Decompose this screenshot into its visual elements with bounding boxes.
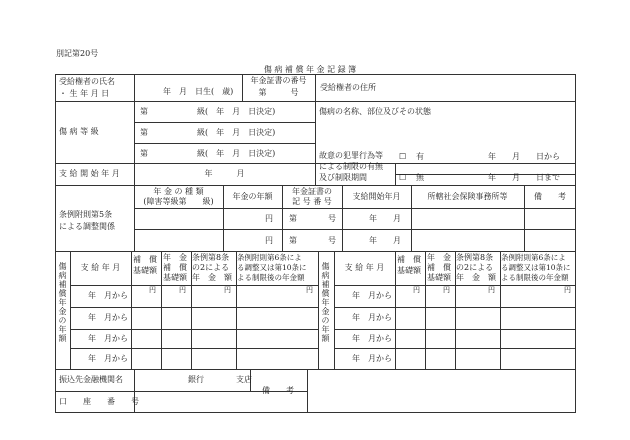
- grade-value-3[interactable]: 級( 年 月 日決定): [197, 149, 276, 158]
- adj-row2-go: 号: [328, 236, 336, 245]
- annual-l-header-pbase-1: 年 金: [163, 253, 187, 262]
- adjustment-label-2: による調整関係: [59, 222, 115, 231]
- payment-start-label: 支 給 開 始 年 月: [59, 169, 120, 178]
- annual-l-header-art8-2: の2による: [192, 263, 230, 272]
- restriction-no-checkbox[interactable]: ☐: [399, 173, 407, 182]
- grade-prefix-2: 第: [140, 128, 148, 137]
- annual-l-row-4[interactable]: 年 月から: [88, 354, 128, 363]
- grade-prefix-3: 第: [140, 149, 148, 158]
- annual-r-header-adj-1: 条例附則第6条によ: [501, 253, 566, 262]
- account-number-label: 口 座 番 号: [59, 397, 139, 406]
- annual-r-row-1[interactable]: 年 月から: [352, 291, 392, 300]
- form-title: 傷 病 補 償 年 金 記 録 簿: [263, 65, 357, 74]
- annual-r-header-adj-3: よる制限後の年金額: [501, 273, 569, 282]
- restriction-no-label: 無: [416, 173, 424, 182]
- annual-r-header-pbase-2: 補 償: [427, 263, 451, 272]
- adj-row1-dai: 第: [289, 214, 297, 223]
- adj-header-disability-grade: (障害等級第 級): [143, 197, 214, 206]
- adj-header-remarks: 備 考: [534, 192, 566, 201]
- annual-l-yen-4: 円: [306, 286, 313, 294]
- annual-l-header-month: 支 給 年 月: [80, 263, 121, 272]
- grade-value-2[interactable]: 級( 年 月 日決定): [197, 128, 276, 137]
- adj-row2-ym[interactable]: 年 月: [369, 236, 401, 245]
- annual-r-header-base-2: 基礎額: [397, 266, 421, 275]
- annual-r-header-art8-1: 条例第8条: [456, 253, 494, 262]
- annual-side-label-right: 傷病補償年金の年額: [321, 262, 330, 343]
- bank-name-label: 振込先金融機関名: [59, 375, 123, 384]
- annual-l-row-1[interactable]: 年 月から: [88, 291, 128, 300]
- annual-r-row-3[interactable]: 年 月から: [352, 334, 392, 343]
- annual-side-label-left: 傷病補償年金の年額: [58, 262, 67, 343]
- grade-value-1[interactable]: 級( 年 月 日決定): [197, 107, 276, 116]
- annual-l-header-pbase-3: 基礎額: [163, 273, 187, 282]
- recipient-address-label: 受給権者の住所: [320, 83, 376, 92]
- bank-name-value[interactable]: 銀行 支店: [188, 375, 252, 384]
- bank-remarks-label: 備 考: [262, 386, 294, 395]
- restriction-label-1: 故意の犯罪行為等: [319, 151, 383, 160]
- adjustment-label-1: 条例附則第5条: [59, 210, 113, 219]
- injury-grade-label: 傷 病 等 級: [59, 127, 99, 136]
- restriction-label-3: 及び制限期間: [319, 173, 367, 182]
- pension-cert-value[interactable]: 第 号: [258, 88, 299, 97]
- restriction-until[interactable]: 年 月 日まで: [488, 173, 560, 182]
- adj-row1-yen: 円: [265, 214, 273, 223]
- annual-r-header-art8-3: 年 金 額: [456, 273, 496, 282]
- form-number: 別記第20号: [56, 49, 99, 58]
- restriction-yes-label: 有: [416, 152, 424, 161]
- annual-r-header-adj-2: る調整又は第10条に: [501, 263, 571, 272]
- payment-start-value[interactable]: 年 月: [204, 169, 245, 178]
- annual-l-header-base-1: 補 償: [133, 255, 157, 264]
- restriction-from[interactable]: 年 月 日から: [488, 152, 560, 161]
- annual-l-header-art8-3: 年 金 額: [192, 273, 232, 282]
- annual-l-header-art8-1: 条例第8条: [192, 253, 230, 262]
- recipient-name-label: 受給権者の氏名: [59, 77, 115, 86]
- pension-cert-label: 年金証書の番号: [250, 76, 307, 85]
- restriction-yes-checkbox[interactable]: ☐: [399, 152, 407, 161]
- annual-r-header-pbase-1: 年 金: [427, 253, 451, 262]
- annual-l-header-adj-3: よる制限後の年金額: [237, 273, 305, 282]
- annual-r-row-2[interactable]: 年 月から: [352, 313, 392, 322]
- annual-l-header-adj-2: る調整又は第10条に: [237, 263, 307, 272]
- birth-date-label: ・ 生 年 月 日: [59, 89, 110, 98]
- annual-l-yen-2: 円: [179, 286, 186, 294]
- annual-l-row-3[interactable]: 年 月から: [88, 334, 128, 343]
- annual-r-row-4[interactable]: 年 月から: [352, 354, 392, 363]
- adj-row1-ym[interactable]: 年 月: [369, 214, 401, 223]
- adj-row2-dai: 第: [289, 236, 297, 245]
- annual-l-row-2[interactable]: 年 月から: [88, 313, 128, 322]
- adj-row1-go: 号: [328, 214, 336, 223]
- annual-r-yen-1: 円: [413, 286, 420, 294]
- annual-r-yen-3: 円: [488, 286, 495, 294]
- adj-row2-yen: 円: [265, 236, 273, 245]
- grade-prefix-1: 第: [140, 107, 148, 116]
- adj-header-annual-amount: 年金の年額: [232, 192, 273, 201]
- annual-l-yen-1: 円: [149, 286, 156, 294]
- annual-l-header-pbase-2: 補 償: [163, 263, 187, 272]
- annual-r-yen-4: 円: [564, 286, 571, 294]
- annual-l-header-adj-1: 条例附則第6条によ: [237, 253, 302, 262]
- annual-r-yen-2: 円: [443, 286, 450, 294]
- restriction-label-2: による制限の有無: [319, 162, 383, 171]
- adj-header-pension-type: 年 金 の 種 類: [153, 187, 204, 196]
- annual-l-header-base-2: 基礎額: [133, 266, 157, 275]
- adj-header-start: 支給開始年月: [352, 192, 401, 201]
- annual-l-yen-3: 円: [224, 286, 231, 294]
- adj-header-cert-number: 記 号 番 号: [292, 197, 332, 206]
- adj-header-cert: 年金証書の: [292, 187, 332, 196]
- adj-header-office: 所轄社会保険事務所等: [427, 192, 508, 201]
- birth-date-value[interactable]: 年 月 日生( 歳): [163, 87, 234, 96]
- annual-r-header-art8-2: の2による: [456, 263, 494, 272]
- annual-r-header-base-1: 補 償: [397, 255, 421, 264]
- annual-r-header-pbase-3: 基礎額: [427, 273, 451, 282]
- annual-r-header-month: 支 給 年 月: [344, 263, 385, 272]
- injury-description-label: 傷病の名称、部位及びその状態: [319, 107, 431, 116]
